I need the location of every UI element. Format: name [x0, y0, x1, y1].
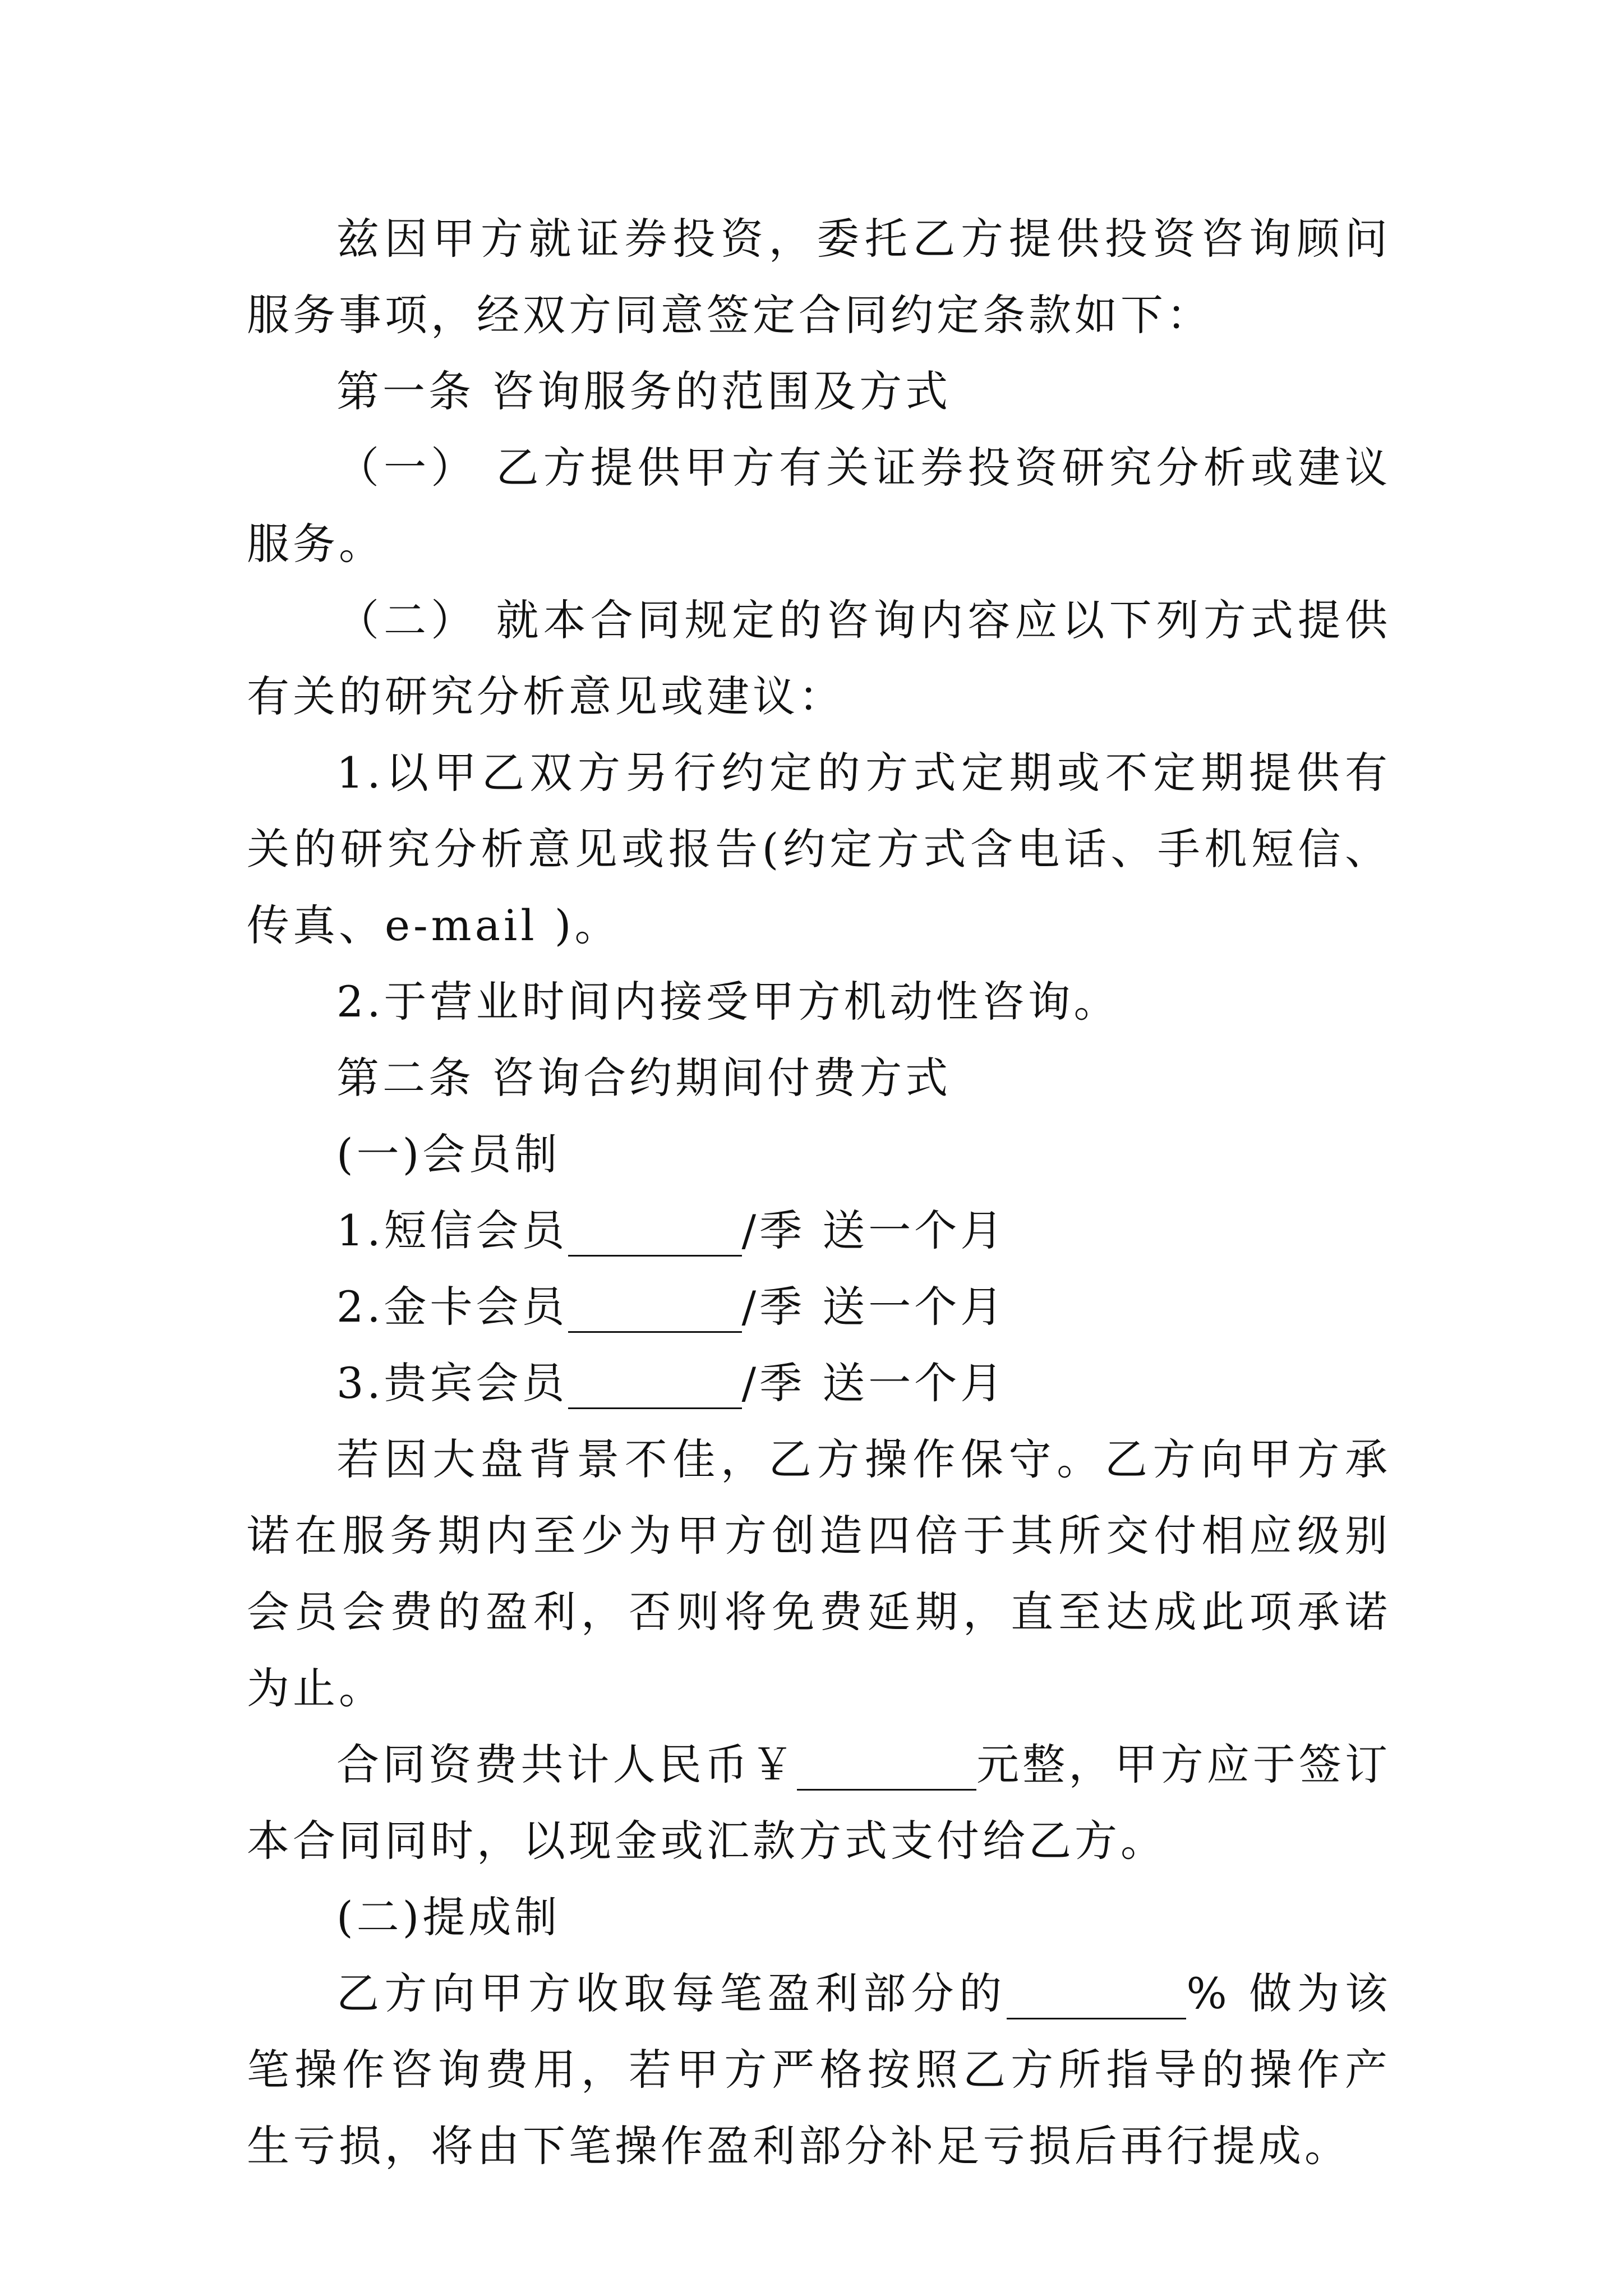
member-sms-label: 1.短信会员 [336, 1205, 568, 1255]
article-1-item-2: （二） 就本合同规定的咨询内容应以下列方式提供有关的研究分析意见或建议： [247, 595, 1391, 721]
member-vip-suffix: /季 送一个月 [741, 1358, 1007, 1408]
promise-paragraph: 若因大盘背景不佳，乙方操作保守。乙方向甲方承诺在服务期内至少为甲方创造四倍于其所交付相应级别会员会费的盈利，否则将免费延期，直至达成此项承诺为止。 [247, 1434, 1391, 1713]
intro-paragraph: 兹因甲方就证券投资，委托乙方提供投资咨询顾问服务事项，经双方同意签定合同约定条款如下： [247, 214, 1391, 340]
member-gold-label: 2.金卡会员 [336, 1282, 568, 1332]
article-2-heading: 第二条 咨询合约期间付费方式 [336, 1053, 952, 1103]
member-sms-line [247, 1193, 1391, 1269]
member-gold-line [247, 1269, 1391, 1345]
member-sms-suffix: /季 送一个月 [741, 1205, 1007, 1255]
article-1-sub-1: 1.以甲乙双方另行约定的方式定期或不定期提供有关的研究分析意见或报告(约定方式含电话、手机短信、传真、e-mail )。 [247, 748, 1391, 950]
article-1-item-1: （一） 乙方提供甲方有关证券投资研究分析或建议服务。 [247, 443, 1391, 569]
fee-amount-blank[interactable] [797, 1744, 976, 1791]
commission-rate-blank[interactable] [1007, 1973, 1186, 2019]
contract-body [247, 201, 1391, 2184]
article-1-heading: 第一条 咨询服务的范围及方式 [336, 366, 952, 416]
fill-in-blank[interactable] [568, 1286, 742, 1333]
article-1-sub-2: 2.于营业时间内接受甲方机动性咨询。 [336, 977, 1120, 1027]
commission-prefix: 乙方向甲方收取每笔盈利部分的 [336, 1968, 1007, 2018]
member-vip-line [247, 1345, 1391, 1421]
commission-paragraph [247, 1955, 1391, 2184]
member-vip-label: 3.贵宾会员 [336, 1358, 568, 1408]
member-gold-suffix: /季 送一个月 [741, 1282, 1007, 1332]
fill-in-blank[interactable] [568, 1210, 742, 1257]
fee-paragraph [247, 1727, 1391, 1879]
fee-prefix: 合同资费共计人民币￥ [336, 1740, 797, 1789]
fee-suffix: 元整，甲方应于签订本合同同时，以现金或汇款方式支付给乙方。 [247, 1740, 1391, 1866]
article-2-item-2: (二)提成制 [336, 1892, 561, 1942]
fill-in-blank[interactable] [568, 1363, 742, 1409]
commission-suffix: % 做为该笔操作咨询费用，若甲方严格按照乙方所指导的操作产生亏损，将由下笔操作盈利部分补足亏损后再行提成。 [247, 1968, 1391, 2171]
article-2-item-1: (一)会员制 [336, 1129, 561, 1179]
